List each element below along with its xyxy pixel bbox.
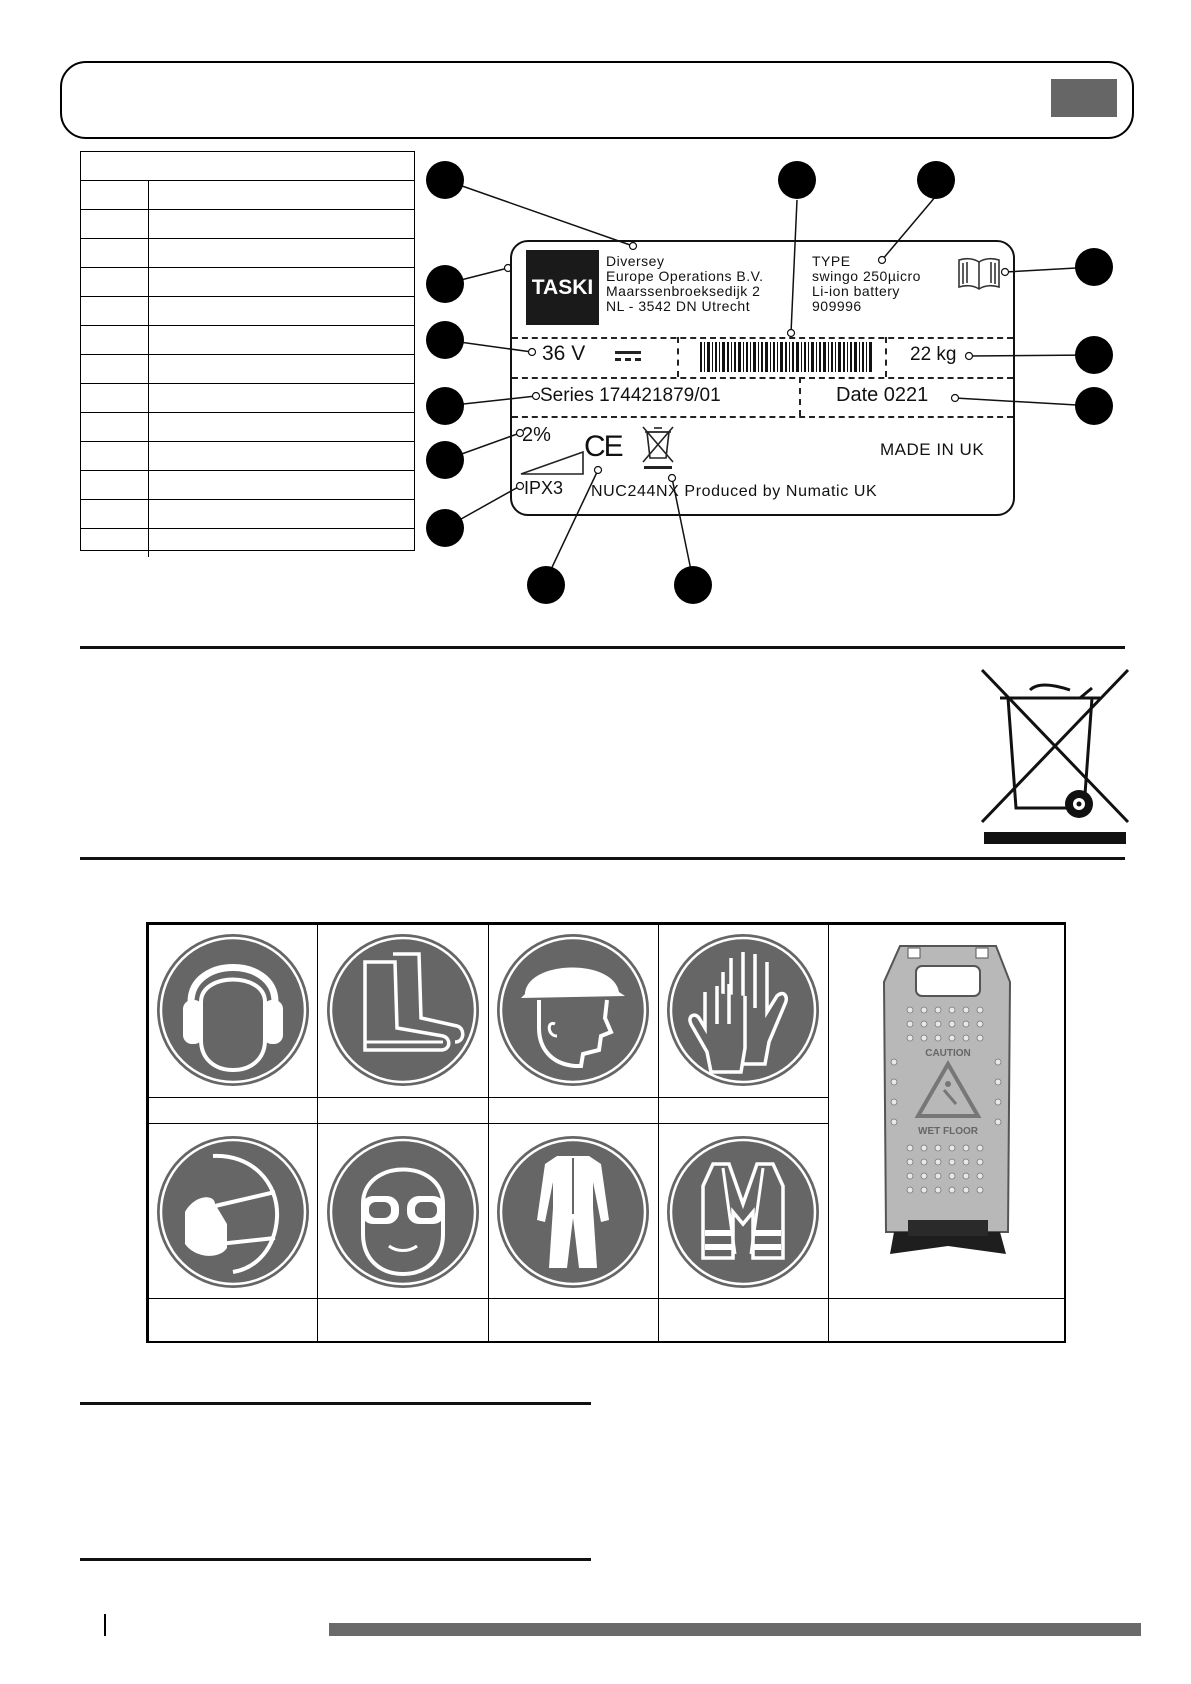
- producer-text: NUC244NX Produced by Numatic UK: [591, 483, 878, 500]
- callout-marker: [426, 265, 464, 303]
- safety-goggles-icon: [325, 1134, 481, 1290]
- weight-value: 22 kg: [910, 344, 957, 365]
- ce-mark-icon: CE: [584, 430, 622, 463]
- ppe-label-cell: [488, 1097, 659, 1124]
- ppe-label-cell: [148, 1097, 318, 1124]
- callout-marker: [917, 161, 955, 199]
- wet-floor-label-cell: [828, 1298, 1066, 1343]
- callout-marker: [426, 387, 464, 425]
- section-divider: [80, 1402, 591, 1405]
- callout-marker: [1075, 387, 1113, 425]
- plate-divider: [885, 337, 887, 377]
- type-line: Li-ion battery: [812, 283, 900, 299]
- ear-protection-icon: [155, 932, 311, 1088]
- page-number-marker: [104, 1614, 106, 1636]
- ppe-icon-table: [146, 922, 1066, 1343]
- barcode: [700, 342, 872, 372]
- gradient-ramp-icon: [519, 450, 585, 476]
- wet-floor-text: WET FLOOR: [918, 1126, 978, 1137]
- plate-divider: [512, 337, 1013, 339]
- taski-logo: TASKI: [526, 250, 599, 325]
- ppe-label-cell: [148, 1298, 318, 1343]
- wet-floor-sign-icon: [878, 942, 1018, 1272]
- voltage-value: 36 V: [542, 342, 586, 365]
- series-number: Series 174421879/01: [540, 385, 721, 406]
- ppe-label-cell: [658, 1298, 829, 1343]
- section-divider: [80, 646, 1125, 649]
- manual-book-icon: [956, 256, 1002, 292]
- manufacture-date: Date 0221: [836, 384, 929, 406]
- callout-marker: [674, 566, 712, 604]
- dust-mask-icon: [155, 1134, 311, 1290]
- max-gradient-value: 2%: [522, 424, 551, 446]
- caution-text: CAUTION: [925, 1048, 971, 1059]
- manufacturer-line: Europe Operations B.V.: [606, 268, 764, 284]
- manufacturer-line: NL - 3542 DN Utrecht: [606, 298, 751, 314]
- manufacturer-address: [606, 254, 806, 314]
- callout-marker: [426, 441, 464, 479]
- callout-marker: [426, 509, 464, 547]
- manufacturer-line: Diversey: [606, 253, 665, 269]
- callout-marker: [778, 161, 816, 199]
- callout-marker: [1075, 248, 1113, 286]
- section-divider: [80, 1558, 591, 1561]
- high-visibility-vest-icon: [665, 1134, 821, 1290]
- safety-boots-icon: [325, 932, 481, 1088]
- type-line: swingo 250µicro: [812, 268, 921, 284]
- ip-rating: IPX3: [524, 478, 564, 498]
- dc-current-icon: [614, 348, 642, 364]
- plate-divider: [677, 337, 679, 377]
- weee-bin-small-icon: [640, 424, 676, 472]
- plate-divider: [512, 377, 1013, 379]
- made-in-text: MADE IN UK: [880, 440, 985, 459]
- hard-hat-icon: [495, 932, 651, 1088]
- type-line: TYPE: [812, 253, 851, 269]
- ppe-label-cell: [488, 1298, 659, 1343]
- ppe-label-cell: [317, 1097, 489, 1124]
- protective-gloves-icon: [665, 932, 821, 1088]
- callout-marker: [1075, 336, 1113, 374]
- plate-divider: [799, 377, 801, 416]
- protective-coverall-icon: [495, 1134, 651, 1290]
- callout-marker: [527, 566, 565, 604]
- manufacturer-line: Maarssenbroeksedijk 2: [606, 283, 761, 299]
- section-divider: [80, 857, 1125, 860]
- weee-crossed-bin-icon: [980, 668, 1130, 845]
- type-line: 909996: [812, 298, 862, 314]
- callout-marker: [426, 161, 464, 199]
- plate-divider: [512, 416, 1013, 418]
- footer-bar: [329, 1623, 1141, 1636]
- ppe-label-cell: [658, 1097, 829, 1124]
- ppe-label-cell: [317, 1298, 489, 1343]
- callout-marker: [426, 321, 464, 359]
- product-type: [812, 254, 962, 314]
